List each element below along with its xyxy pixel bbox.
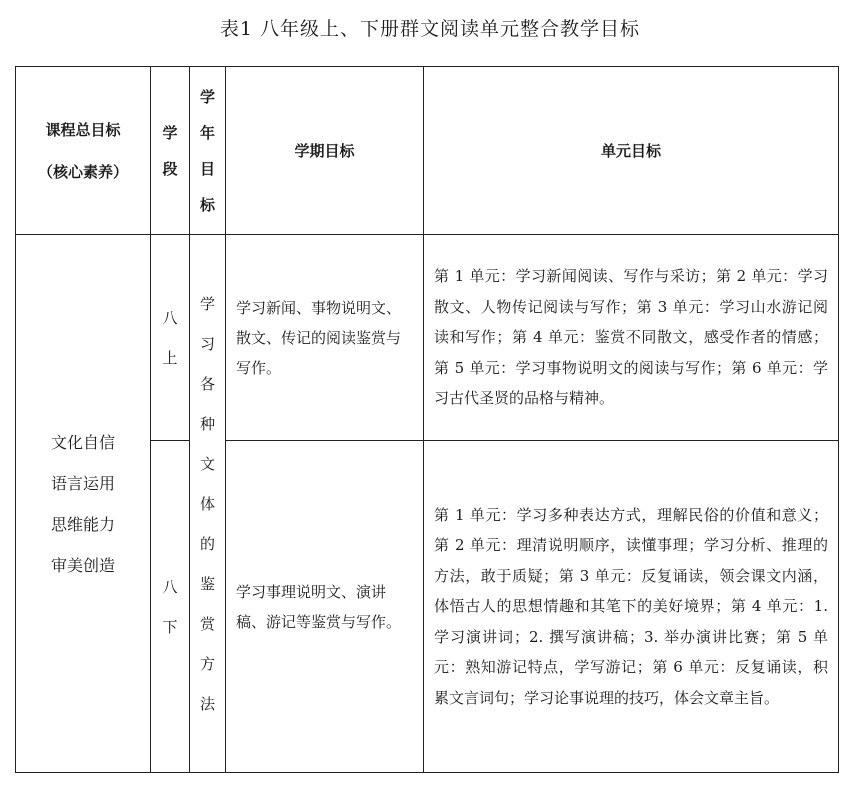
semester-goal-cell: 学习新闻、事物说明文、散文、传记的阅读鉴赏与写作。 [226,235,424,441]
teaching-goals-table [15,66,839,773]
header-year-goal-char: 学 [199,87,215,106]
header-stage [151,67,190,235]
stage-char: 上 [162,348,178,367]
table-title: 表1 八年级上、下册群文阅读单元整合教学目标 [219,18,641,40]
year-goal-char: 鉴 [199,574,215,593]
header-year-goal-char: 年 [199,123,215,142]
header-stage-char: 段 [162,159,178,178]
header-year-goal [190,67,226,235]
course-goal-item: 审美创造 [50,555,115,575]
year-goal-char: 法 [199,694,215,713]
course-goal-item: 语言运用 [50,473,115,493]
header-semester-goal: 学期目标 [226,67,424,235]
year-goal-char: 习 [199,334,215,353]
stage-char: 八 [162,577,178,596]
semester-goal-cell: 学习事理说明文、演讲稿、游记等鉴赏与写作。 [226,441,424,773]
year-goal-char: 学 [199,294,215,313]
stage-cell [151,235,190,441]
header-row [16,67,839,235]
course-goal-cell [16,235,151,773]
header-course-goal [16,67,151,235]
stage-char: 八 [162,308,178,327]
year-goal-char: 文 [199,454,215,473]
year-goal-char: 赏 [199,614,215,633]
stage-cell [151,441,190,773]
header-year-goal-char: 目 [199,159,215,178]
year-goal-char: 方 [199,654,215,673]
year-goal-cell [190,235,226,773]
stage-char: 下 [162,617,178,636]
course-goal-item: 思维能力 [50,514,115,534]
year-goal-char: 的 [199,534,215,553]
unit-goal-cell: 第 1 单元：学习新闻阅读、写作与采访；第 2 单元：学习散文、人物传记阅读与写作；第 3 单元：学习山水游记阅读和写作；第 4 单元：鉴赏不同散文，感受作者的情感；第 5 单元：学习事物说明文的阅读与写作；第 6 单元：学习古代圣贤的品格与精神。 [424,235,839,441]
table-row [16,235,839,441]
header-stage-char: 学 [162,123,178,142]
header-unit-goal: 单元目标 [424,67,839,235]
course-goal-item: 文化自信 [50,432,115,452]
year-goal-char: 体 [199,494,215,513]
year-goal-char: 各 [199,374,215,393]
unit-goal-cell: 第 1 单元：学习多种表达方式，理解民俗的价值和意义；第 2 单元：理清说明顺序，读懂事理；学习分析、推理的方法，敢于质疑；第 3 单元：反复诵读，领会课文内涵，体悟古人的思想情趣和其笔下的美好境界；第 4 单元：1. 学习演讲词；2. 撰写演讲稿；3. 举办演讲比赛；第 5 单元：熟知游记特点，学写游记；第 6 单元：反复诵读，积累文言词句；学习论事说理的技巧，体会文章主旨。 [424,441,839,773]
header-course-goal-line: 课程总目标 [45,120,121,139]
header-year-goal-char: 标 [199,195,215,214]
year-goal-char: 种 [199,414,215,433]
header-course-goal-line: （核心素养） [37,162,128,181]
